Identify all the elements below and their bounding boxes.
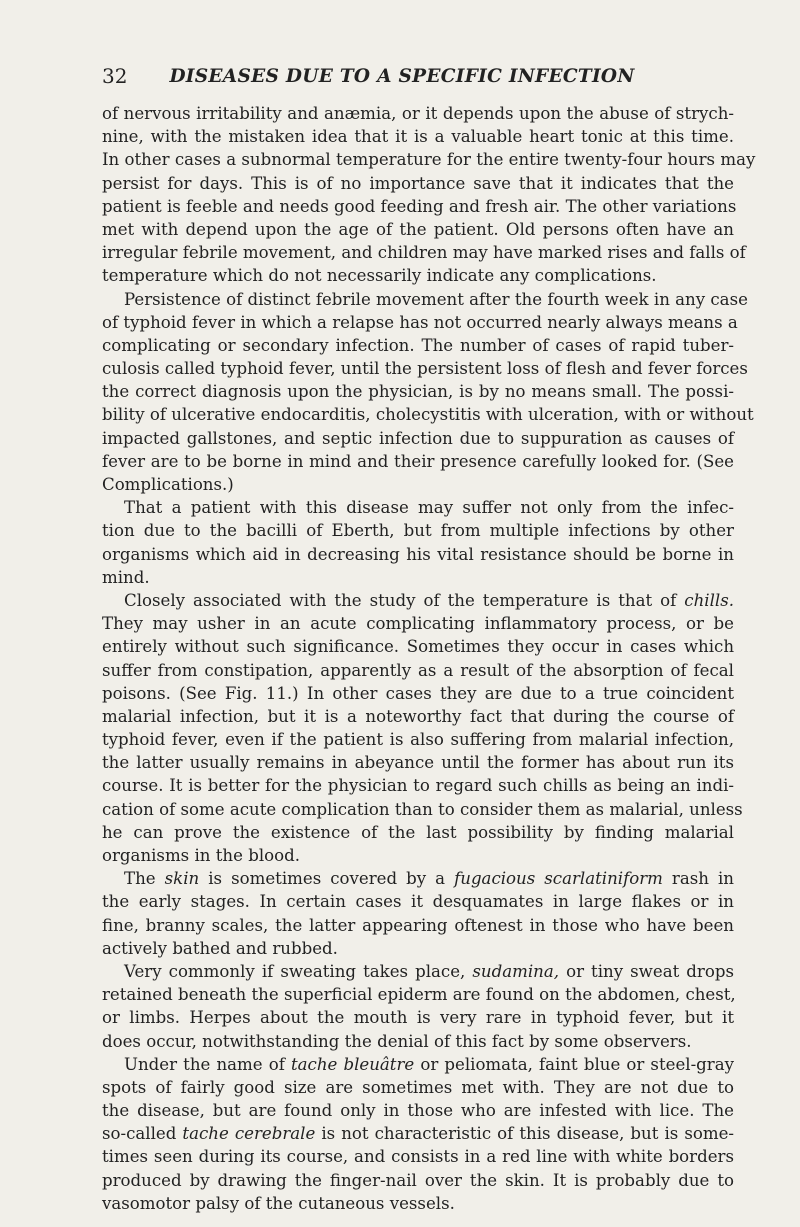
text-line bbox=[102, 519, 734, 542]
text-line bbox=[102, 1053, 734, 1076]
text-run: typhoid fever, even if the patient is also suffering from malarial infection, bbox=[102, 730, 734, 750]
text-line bbox=[102, 1192, 734, 1215]
text-run: culosis called typhoid fever, until the persistent loss of flesh and fever forces bbox=[102, 359, 748, 379]
text-run: suffer from constipation, apparently as a result of the absorption of fecal bbox=[102, 660, 734, 680]
text-run: poisons. (See Fig. 11.) In other cases they are due to a true coincident bbox=[102, 683, 734, 703]
text-run: rash in bbox=[662, 869, 734, 889]
text-line bbox=[102, 102, 734, 125]
text-run: or limbs. Herpes about the mouth is very rare in typhoid fever, but it bbox=[102, 1008, 734, 1028]
text-run: the latter usually remains in abeyance until the former has about run its bbox=[102, 753, 734, 773]
text-run: organisms which aid in decreasing his vital resistance should be borne in bbox=[102, 544, 734, 564]
text-run: That a patient with this disease may suffer not only from the infec- bbox=[124, 498, 734, 518]
text-line bbox=[102, 937, 734, 960]
text-run: the early stages. In certain cases it desquamates in large flakes or in bbox=[102, 892, 734, 912]
text-line bbox=[102, 635, 734, 658]
text-line bbox=[102, 403, 754, 426]
italic-term: sudamina, bbox=[472, 961, 560, 981]
text-line bbox=[102, 148, 756, 171]
text-line bbox=[102, 1099, 734, 1122]
text-run: or peliomata, faint blue or steel-gray bbox=[414, 1054, 734, 1074]
text-line bbox=[102, 659, 734, 682]
text-run: times seen during its course, and consists in a red line with white borders bbox=[102, 1147, 734, 1167]
text-run: tion due to the bacilli of Eberth, but from multiple infections by other bbox=[102, 521, 734, 541]
text-run: vasomotor palsy of the cutaneous vessels. bbox=[102, 1193, 455, 1213]
text-line bbox=[102, 705, 734, 728]
text-line bbox=[102, 1006, 734, 1029]
page-number: 32 bbox=[102, 64, 128, 88]
text-run: persist for days. This is of no importance save that it indicates that the bbox=[102, 173, 734, 193]
text-line bbox=[102, 589, 734, 612]
text-line bbox=[102, 751, 734, 774]
text-run: Complications.) bbox=[102, 475, 234, 494]
text-line bbox=[102, 125, 734, 148]
text-run: he can prove the existence of the last possibility by finding malarial bbox=[102, 822, 734, 842]
italic-term: tache bleuâtre bbox=[290, 1054, 415, 1074]
text-line bbox=[102, 543, 734, 566]
text-run: or tiny sweat drops bbox=[559, 961, 734, 981]
text-run: malarial infection, but it is a noteworthy fact that during the course of bbox=[102, 706, 734, 726]
text-run: course. It is better for the physician to regard such chills as being an indi- bbox=[102, 776, 734, 796]
italic-term: fugacious scarlatiniform bbox=[454, 869, 663, 889]
text-line bbox=[102, 960, 734, 983]
text-line bbox=[102, 844, 734, 867]
text-line bbox=[102, 288, 748, 311]
text-run: produced by drawing the finger-nail over the skin. It is probably due to bbox=[102, 1170, 734, 1190]
text-line bbox=[102, 195, 737, 218]
text-line bbox=[102, 380, 734, 403]
text-run: temperature which do not necessarily indicate any complications. bbox=[102, 266, 657, 286]
text-line bbox=[102, 774, 734, 797]
text-run: bility of ulcerative endocarditis, cholecystitis with ulceration, with or without bbox=[102, 405, 754, 425]
text-run: irregular febrile movement, and children may have marked rises and falls of bbox=[102, 243, 746, 263]
text-line bbox=[102, 473, 734, 496]
italic-term: chills. bbox=[684, 590, 734, 610]
text-run: so-called bbox=[102, 1124, 183, 1144]
text-run: of nervous irritability and anæmia, or it depends upon the abuse of strych- bbox=[102, 104, 734, 123]
text-run: nine, with the mistaken idea that it is a valuable heart tonic at this time. bbox=[102, 127, 734, 147]
text-run: Under the name of bbox=[124, 1054, 291, 1074]
text-run: met with depend upon the age of the patient. Old persons often have an bbox=[102, 219, 734, 239]
text-run: The bbox=[124, 869, 165, 889]
text-line bbox=[102, 334, 734, 357]
text-run: actively bathed and rubbed. bbox=[102, 938, 338, 958]
italic-term: tache cerebrale bbox=[182, 1124, 316, 1144]
text-run: organisms in the blood. bbox=[102, 846, 300, 865]
text-line bbox=[102, 264, 734, 287]
text-run: complicating or secondary infection. The number of cases of rapid tuber- bbox=[102, 335, 734, 355]
text-run: is not characteristic of this disease, but is some- bbox=[315, 1124, 734, 1144]
text-line bbox=[102, 241, 746, 264]
page-header bbox=[102, 62, 702, 94]
text-line bbox=[102, 728, 734, 751]
text-line bbox=[102, 1030, 734, 1053]
text-line bbox=[102, 496, 734, 519]
text-line bbox=[102, 821, 734, 844]
text-run: fine, branny scales, the latter appearing oftenest in those who have been bbox=[102, 915, 734, 935]
text-run: mind. bbox=[102, 567, 150, 587]
text-line bbox=[102, 867, 734, 890]
body-text bbox=[102, 102, 756, 1215]
text-run: spots of fairly good size are sometimes met with. They are not due to bbox=[102, 1077, 734, 1097]
text-line bbox=[102, 1145, 734, 1168]
text-run: patient is feeble and needs good feeding and fresh air. The other variations bbox=[102, 196, 737, 216]
text-line bbox=[102, 890, 734, 913]
text-run: In other cases a subnormal temperature for the entire twenty-four hours may bbox=[102, 150, 756, 170]
running-head: DISEASES DUE TO A SPECIFIC INFECTION bbox=[169, 66, 635, 87]
text-run: entirely without such significance. Sometimes they occur in cases which bbox=[102, 637, 734, 657]
italic-term: skin bbox=[164, 869, 200, 889]
text-line bbox=[102, 983, 734, 1006]
text-run: Closely associated with the study of the temperature is that of bbox=[124, 590, 685, 610]
text-run: does occur, notwithstanding the denial of this fact by some observers. bbox=[102, 1031, 692, 1051]
text-line bbox=[102, 450, 734, 473]
text-run: fever are to be borne in mind and their presence carefully looked for. (See bbox=[102, 451, 734, 471]
text-run: is sometimes covered by a bbox=[199, 869, 455, 889]
text-line bbox=[102, 311, 738, 334]
text-run: Very commonly if sweating takes place, bbox=[124, 961, 473, 981]
text-run: the disease, but are found only in those who are infested with lice. The bbox=[102, 1101, 734, 1121]
text-run: the correct diagnosis upon the physician, is by no means small. The possi- bbox=[102, 382, 734, 402]
text-run: cation of some acute complication than to consider them as malarial, unless bbox=[102, 799, 743, 819]
text-line bbox=[102, 798, 743, 821]
text-run: They may usher in an acute complicating inflammatory process, or be bbox=[102, 614, 734, 634]
text-line bbox=[102, 914, 734, 937]
text-run: retained beneath the superficial epiderm are found on the abdomen, chest, bbox=[102, 985, 736, 1005]
text-line bbox=[102, 357, 748, 380]
text-line bbox=[102, 172, 734, 195]
text-line bbox=[102, 1076, 734, 1099]
text-run: of typhoid fever in which a relapse has not occurred nearly always means a bbox=[102, 312, 738, 332]
text-line bbox=[102, 612, 734, 635]
text-run: impacted gallstones, and septic infection due to suppuration as causes of bbox=[102, 428, 734, 448]
text-run: Persistence of distinct febrile movement after the fourth week in any case bbox=[124, 289, 748, 309]
text-line bbox=[102, 682, 734, 705]
text-line bbox=[102, 218, 734, 241]
text-line bbox=[102, 1169, 734, 1192]
text-line bbox=[102, 566, 734, 589]
text-line bbox=[102, 427, 734, 450]
text-line bbox=[102, 1122, 734, 1145]
